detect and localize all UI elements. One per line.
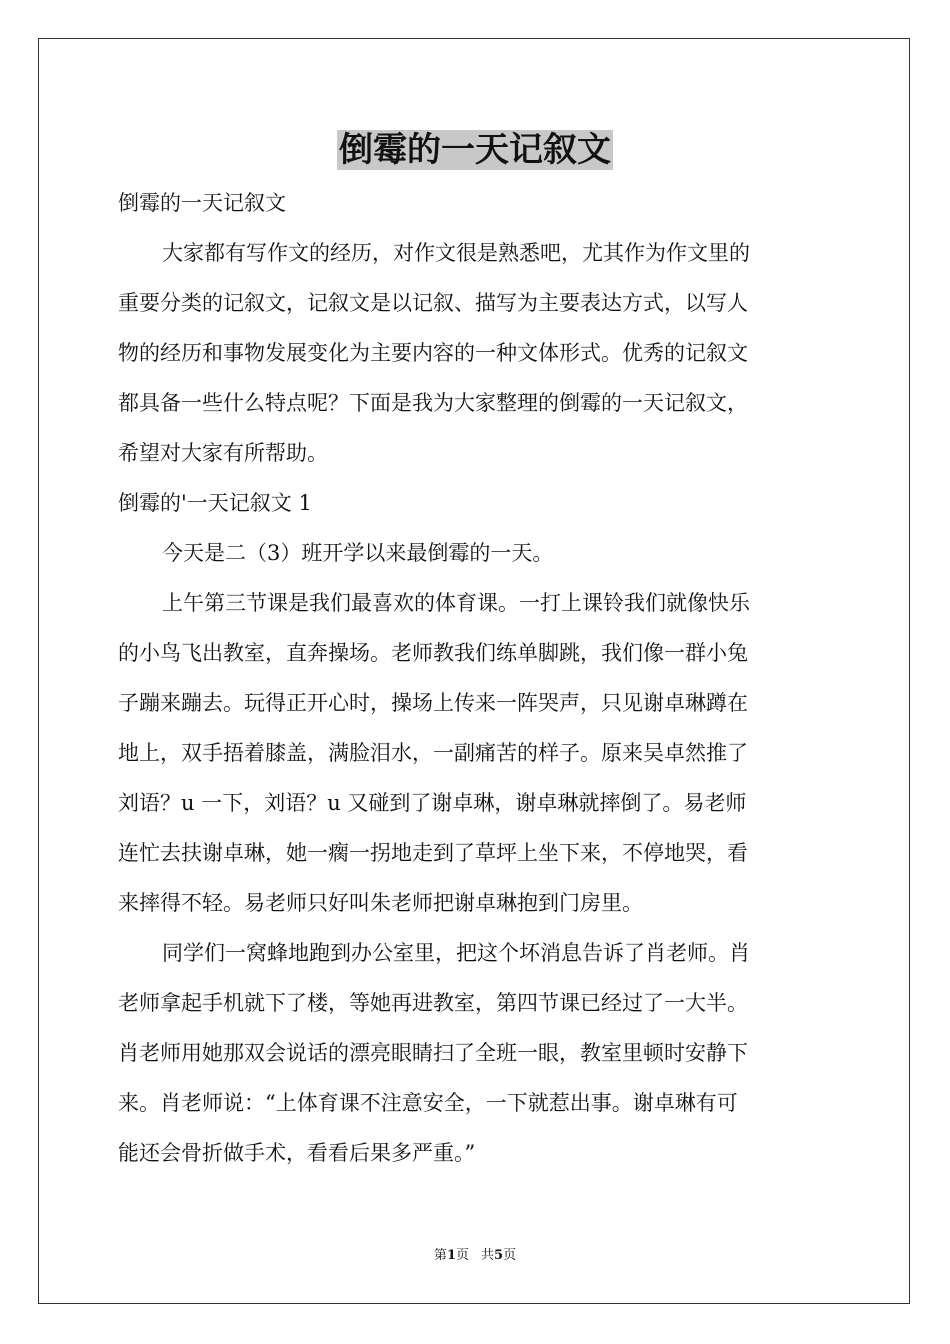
body-line: 来。肖老师说：“上体育课不注意安全，一下就惹出事。谢卓琳有可: [118, 1091, 738, 1115]
body-line: 连忙去扶谢卓琳，她一瘸一拐地走到了草坪上坐下来，不停地哭，看: [118, 841, 748, 865]
page-prefix: 第: [433, 1248, 447, 1263]
body-line: 大家都有写作文的经历，对作文很是熟悉吧，尤其作为作文里的: [162, 241, 750, 265]
page-suffix: 页: [455, 1248, 469, 1263]
document-body: [118, 178, 834, 1178]
body-line: 今天是二（3）班开学以来最倒霉的一天。: [162, 541, 554, 565]
section-heading: 倒霉的'一天记叙文 1: [118, 491, 312, 515]
body-line: 倒霉的一天记叙文: [118, 191, 286, 215]
body-line: 同学们一窝蜂地跑到办公室里，把这个坏消息告诉了肖老师。肖: [162, 941, 750, 965]
body-line: 能还会骨折做手术，看看后果多严重。”: [118, 1141, 476, 1165]
body-line: 希望对大家有所帮助。: [118, 441, 328, 465]
body-line: 都具备一些什么特点呢？下面是我为大家整理的倒霉的一天记叙文，: [118, 391, 748, 415]
document-title-text: 倒霉的一天记叙文: [339, 130, 611, 170]
total-pages: 5: [494, 1248, 504, 1263]
page-number: 1: [446, 1248, 456, 1263]
body-line: 重要分类的记叙文，记叙文是以记叙、描写为主要表达方式，以写人: [118, 291, 748, 315]
body-line: 子蹦来蹦去。玩得正开心时，操场上传来一阵哭声，只见谢卓琳蹲在: [118, 691, 748, 715]
body-line: 肖老师用她那双会说话的漂亮眼睛扫了全班一眼，教室里顿时安静下: [118, 1041, 748, 1065]
body-line: 地上，双手捂着膝盖，满脸泪水，一副痛苦的样子。原来吴卓然推了: [118, 741, 748, 765]
body-line: 上午第三节课是我们最喜欢的体育课。一打上课铃我们就像快乐: [162, 591, 750, 615]
body-line: 刘语？u 一下，刘语？u 又碰到了谢卓琳，谢卓琳就摔倒了。易老师: [118, 791, 747, 815]
body-line: 物的经历和事物发展变化为主要内容的一种文体形式。优秀的记叙文: [118, 341, 748, 365]
body-line: 的小鸟飞出教室，直奔操场。老师教我们练单脚跳，我们像一群小兔: [118, 641, 748, 665]
body-line: 来摔得不轻。易老师只好叫朱老师把谢卓琳抱到门房里。: [118, 891, 643, 915]
total-suffix: 页: [503, 1248, 517, 1263]
document-title: [0, 126, 950, 174]
total-prefix: 共: [481, 1248, 495, 1263]
body-line: 老师拿起手机就下了楼，等她再进教室，第四节课已经过了一大半。: [118, 991, 748, 1015]
page-footer: [0, 1246, 950, 1266]
